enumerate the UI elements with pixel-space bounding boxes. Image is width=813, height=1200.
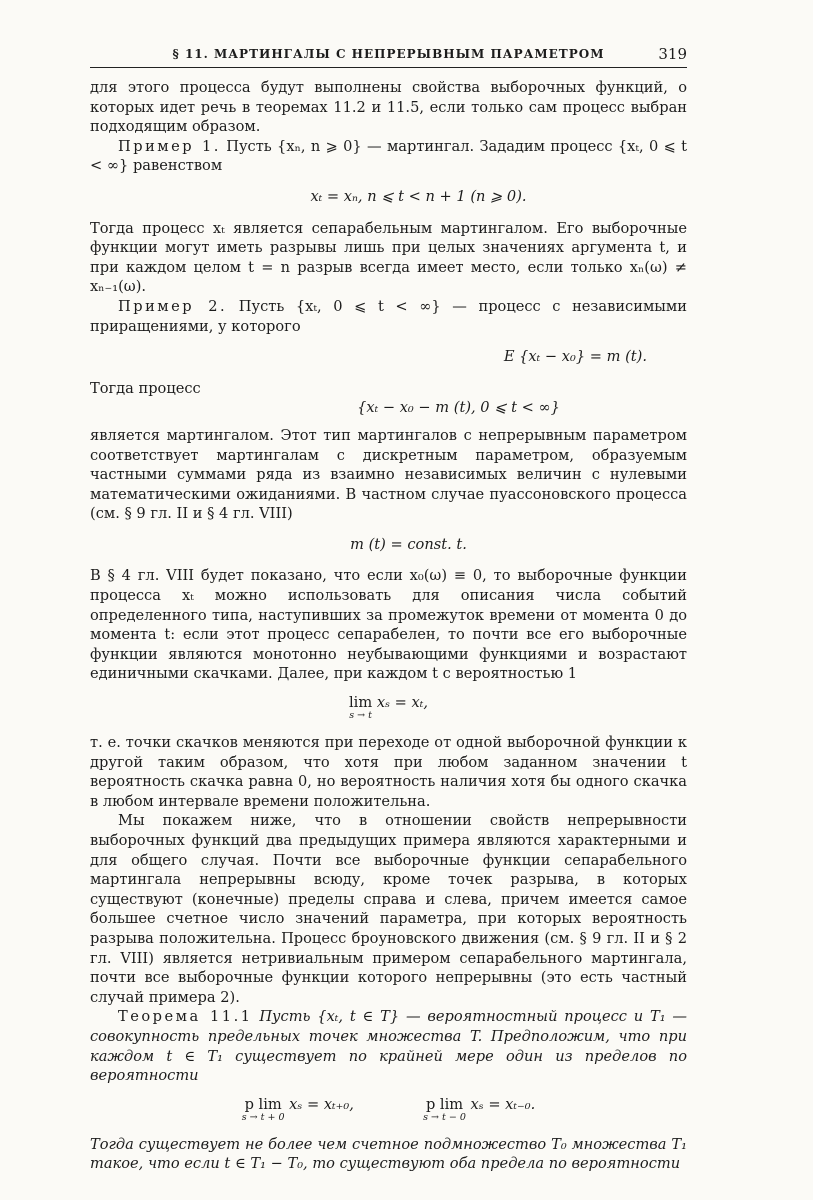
plim-left <box>423 1097 535 1123</box>
plim-right-operator <box>242 1097 285 1123</box>
example-1-text: Пусть {xₙ, n ⩾ 0} — мартингал. Зададим процесс {xₜ, 0 ⩽ t < ∞} равенством <box>90 137 687 175</box>
example-2-label: Пример 2. <box>118 297 228 315</box>
plim-right-subscript: s → t + 0 <box>241 1111 285 1123</box>
plim-left-subscript: s → t − 0 <box>423 1111 466 1123</box>
theorem-label: Теорема 11.1 <box>118 1008 253 1026</box>
martingale-process-formula: {xₜ − x₀ − m (t), 0 ⩽ t < ∞} <box>357 399 560 417</box>
plim-formulas <box>90 1097 687 1123</box>
example-1-label: Пример 1. <box>118 137 221 155</box>
running-title: § 11. МАРТИНГАЛЫ С НЕПРЕРЫВНЫМ ПАРАМЕТРОМ <box>172 47 605 61</box>
plim-right-word: p lim <box>244 1095 282 1113</box>
plim-left-expression: xₛ = xₜ₋₀. <box>470 1095 536 1113</box>
lim-word: lim <box>349 694 373 712</box>
theorem-statement: Пусть {xₜ, t ∈ T} — вероятностный процесс и T₁ — совокупность предельных точек множества T. Предположим, что при каждом t ∈ T₁ существует по крайней мере один из пределов по вероятности <box>90 1008 687 1085</box>
limit-expression <box>349 695 428 721</box>
paragraph-continuation: для этого процесса будут выполнены свойства выборочных функций, о которых идет речь в теоремах 11.2 и 11.5, если только сам процесс выбран подходящим образом. <box>90 79 687 136</box>
plim-left-operator <box>423 1097 466 1123</box>
plim-left-word: p lim <box>425 1095 464 1113</box>
lim-operator <box>349 695 372 721</box>
example-1-conclusion: Тогда процесс xₜ является сепарабельным мартингалом. Его выборочные функции могут иметь разрывы лишь при целых значениях аргумента t, и при каждом целом t = n разрыв всегда имеет место, если только xₙ(ω) ≠ xₙ₋₁(ω). <box>90 219 687 296</box>
page-number: 319 <box>658 45 687 63</box>
continuity-paragraph: Мы покажем ниже, что в отношении свойств непрерывности выборочных функций два предыдущих примера являются характерными и для общего случая. Почти все выборочные функции сепарабельного мартингала непрерывны всюду, кроме точек разрыва, в которых существуют (конечные) пределы справа и слева, причем имеется самое большее счетное число значений параметра, при которых вероятность разрыва положительна. Процесс броуновского движения (см. § 9 гл. II и § 2 гл. VIII) является нетривиальным примером сепарабельного мартингала, почти все выборочные функции которого непрерывны (это есть частный случай примера 2). <box>90 812 687 1006</box>
lim-subscript: s → t <box>349 710 372 722</box>
poisson-paragraph: В § 4 гл. VIII будет показано, что если x₀(ω) ≡ 0, то выборочные функции процесса xₜ можно использовать для описания числа событий определенного типа, наступивших за промежуток времени от момента 0 до момента t: если этот процесс сепарабелен, то почти все его выборочные функции являются монотонно неубывающими функциями и возрастают единичными скачками. Далее, при каждом t с вероятностью 1 <box>90 567 687 683</box>
then-process-text: Тогда процесс <box>90 379 201 397</box>
page-body <box>90 78 687 1174</box>
header-rule <box>90 67 687 68</box>
plim-right <box>242 1097 354 1123</box>
example-2-conclusion: является мартингалом. Этот тип мартингалов с непрерывным параметром соответствует мартингалам с дискретным параметром, образуемым частными суммами ряда из взаимно независимых величин с нулевыми математическими ожиданиями. В частном случае пуассоновского процесса (см. § 9 гл. II и § 4 гл. VIII) <box>90 426 687 523</box>
poisson-mean-formula: m (t) = const. t. <box>350 535 467 553</box>
jumps-paragraph: т. е. точки скачков меняются при переходе от одной выборочной функции к другой таким образом, что хотя при любом заданном значении t вероятность скачка равна 0, но вероятность наличия хотя бы одного скачка в любом интервале времени положительна. <box>90 734 687 810</box>
plim-right-expression: xₛ = xₜ₊₀, <box>289 1095 354 1113</box>
lim-expression: xₛ = xₜ, <box>376 694 428 712</box>
example-2-text: Пусть {xₜ, 0 ⩽ t < ∞} — процесс с независимыми приращениями, у которого <box>90 297 687 335</box>
example-1 <box>90 137 687 176</box>
theorem-conclusion: Тогда существует не более чем счетное подмножество T₀ множества T₁ такое, что если t ∈ T₁ − T₀, то существуют оба предела по вероятности <box>90 1135 687 1173</box>
limit-formula <box>90 695 687 721</box>
theorem-11-1 <box>90 1007 687 1085</box>
running-header <box>90 44 687 64</box>
example-1-formula: xₜ = xₙ, n ⩽ t < n + 1 (n ⩾ 0). <box>310 187 527 205</box>
example-2 <box>90 297 687 336</box>
expectation-formula: E {xₜ − x₀} = m (t). <box>503 348 647 366</box>
